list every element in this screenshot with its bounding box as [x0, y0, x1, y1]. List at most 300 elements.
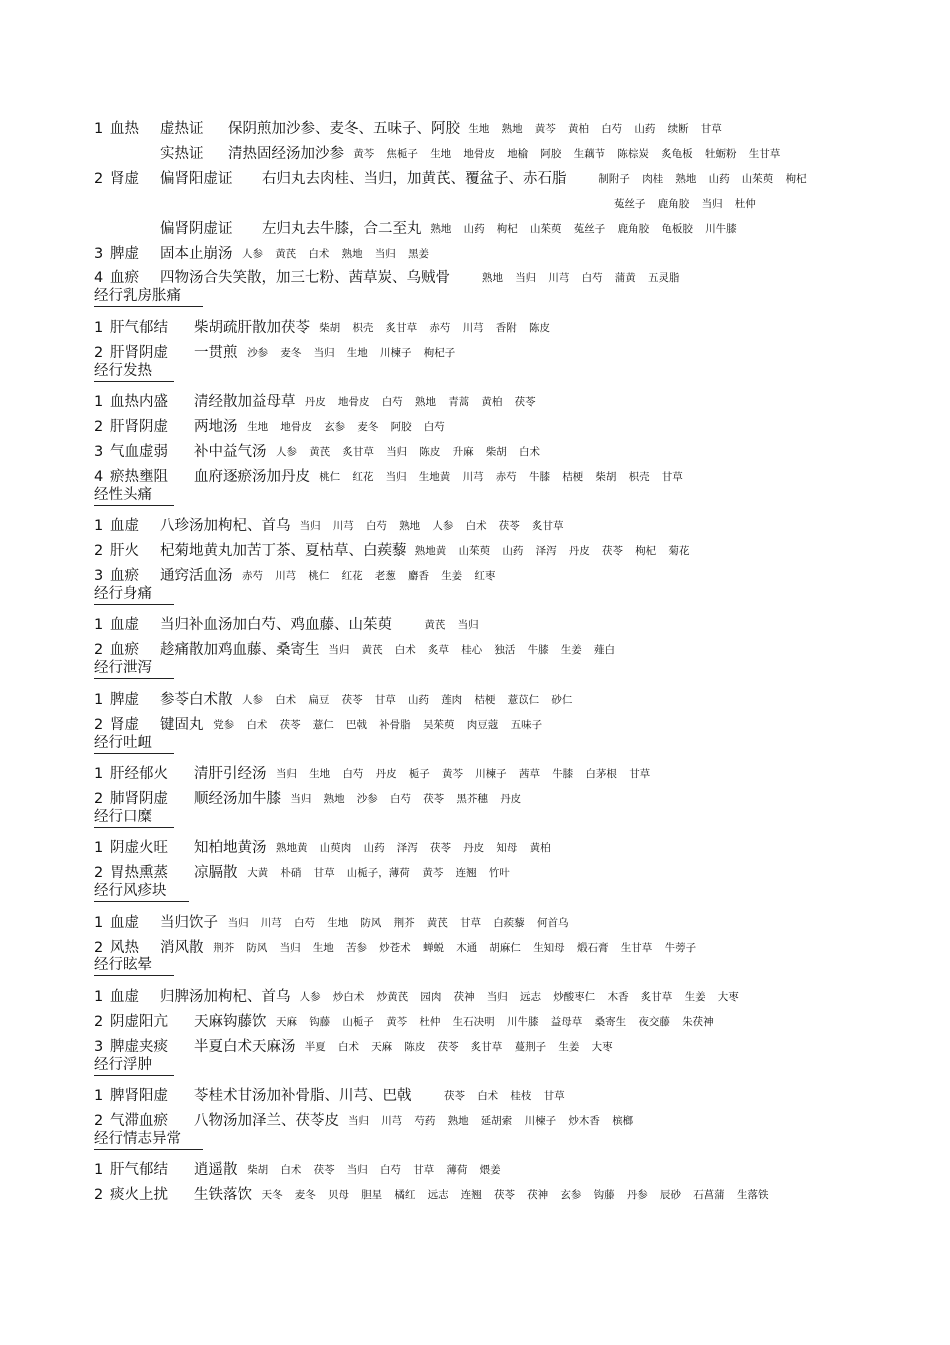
entry-number: 2	[94, 419, 104, 435]
entry-row	[0, 689, 950, 711]
formula-herb: 生地	[327, 916, 349, 929]
formula-herb: 防风	[360, 916, 382, 929]
section-heading: 经行风疹块	[94, 881, 189, 902]
formula-herb: 龟板胶	[661, 222, 693, 235]
formula-herb: 蝉蜕	[423, 941, 444, 954]
syndrome-name: 肝经郁火	[110, 766, 168, 782]
formula-herb: 当归	[290, 792, 312, 805]
entry-row	[0, 441, 950, 463]
entry-number: 1	[94, 394, 104, 411]
formula-herb: 熟地黄	[414, 545, 447, 558]
formula-herb: 远志	[427, 1189, 449, 1202]
syndrome-name: 肾虚	[110, 716, 139, 733]
formula-herb: 黑姜	[408, 247, 429, 260]
entry-number: 2	[94, 170, 104, 187]
formula-herb: 延胡索	[480, 1115, 513, 1127]
entry-number: 3	[94, 568, 104, 584]
formula-herb: 连翘	[455, 867, 477, 880]
formula-herb: 赤芍	[495, 470, 517, 483]
formula-herb: 茯苓	[437, 1040, 459, 1053]
formula-name: 凉膈散	[194, 865, 238, 882]
entry-number: 1	[94, 1162, 104, 1179]
formula-herb: 甘草	[700, 123, 722, 135]
formula-herb: 杜仲	[419, 1015, 441, 1028]
section-heading: 经性头痛	[94, 485, 174, 506]
formula-name: 右归丸去肉桂、当归，加黄芪、覆盆子、赤石脂	[262, 170, 567, 187]
formula-herb: 生地	[468, 123, 490, 135]
entry-number: 3	[94, 1038, 104, 1055]
formula-herb: 生姜	[560, 644, 582, 657]
formula-herb: 柴胡	[485, 445, 507, 458]
formula-herb: 川芎	[332, 520, 354, 533]
formula-herb: 红花	[352, 470, 374, 483]
formula-herb: 陈棕炭	[617, 147, 649, 160]
formula-herb: 地榆	[507, 147, 529, 160]
formula-herb: 炙甘草	[385, 321, 418, 334]
formula-herb: 茯苓	[430, 842, 451, 855]
entry-number: 2	[94, 642, 104, 659]
formula-name: 柴胡疏肝散加茯苓	[194, 319, 310, 336]
entry-number: 1	[94, 617, 104, 634]
formula-herb: 当归	[279, 941, 301, 954]
formula-name: 生铁落饮	[194, 1187, 252, 1204]
formula-herb: 黄芪	[275, 247, 297, 260]
formula-herb: 柴胡	[319, 321, 341, 334]
formula-herb: 当归	[374, 247, 396, 260]
formula-herb: 钩藤	[593, 1189, 615, 1202]
formula-herb: 炙甘草	[470, 1040, 503, 1053]
entry-number: 1	[94, 319, 104, 336]
formula-herb: 黄芩	[442, 768, 463, 780]
formula-herb: 桑寄生	[594, 1015, 627, 1028]
formula-herb: 黄芪	[426, 916, 448, 929]
formula-herb: 麦冬	[280, 346, 302, 359]
formula-name: 一贯煎	[194, 344, 238, 361]
formula-herb: 白术	[275, 693, 297, 706]
entry-number: 1	[94, 691, 104, 708]
formula-herb: 川楝子	[380, 346, 412, 359]
syndrome-name: 风热	[110, 939, 139, 956]
formula-herb: 麦冬	[357, 421, 379, 433]
syndrome-name: 气滞血瘀	[110, 1113, 168, 1129]
formula-herb: 炒木香	[568, 1115, 600, 1127]
syndrome-name: 血热内盛	[110, 394, 168, 411]
formula-herb: 生甘草	[620, 941, 653, 954]
formula-name: 天麻钩藤饮	[194, 1013, 267, 1030]
formula-herb: 黄芩	[534, 123, 556, 135]
formula-name: 消风散	[160, 939, 204, 956]
section-heading: 经行情志异常	[94, 1129, 203, 1150]
formula-herb: 枳壳	[352, 321, 374, 334]
formula-herb: 生知母	[533, 941, 565, 954]
formula-name: 补中益气汤	[194, 443, 267, 460]
formula-herb: 人参	[432, 520, 454, 533]
formula-herb: 白术	[246, 718, 268, 731]
formula-herb: 白术	[280, 1164, 302, 1177]
formula-herb: 白芍	[390, 792, 411, 805]
formula-herb: 炒白术	[332, 990, 365, 1003]
formula-herb: 当归	[486, 990, 508, 1003]
formula-herb: 炙龟板	[661, 147, 693, 160]
formula-herb: 人参	[242, 247, 263, 260]
formula-herb: 麦冬	[294, 1189, 316, 1202]
formula-herb: 沙参	[247, 346, 269, 359]
entry-row	[0, 763, 950, 785]
formula-herb: 阿胶	[540, 147, 562, 160]
formula-herb: 升麻	[452, 445, 474, 458]
formula-herb: 当归	[299, 520, 321, 533]
formula-name: 清肝引经汤	[194, 766, 267, 782]
formula-herb: 茯苓	[341, 693, 363, 706]
formula-herb: 大枣	[717, 990, 739, 1003]
formula-name: 四物汤合失笑散，加三七粉、茜草炭、乌贼骨	[160, 270, 450, 287]
formula-herb: 吴茱萸	[423, 718, 455, 731]
entry-number: 2	[94, 790, 104, 807]
formula-herb: 山药	[463, 222, 485, 235]
formula-herb: 当归	[276, 768, 297, 780]
formula-name: 当归补血汤加白芍、鸡血藤、山茱萸	[160, 617, 392, 634]
entry-row	[0, 143, 950, 165]
formula-herb: 黄芩	[386, 1015, 408, 1028]
formula-herb: 炒酸枣仁	[553, 990, 596, 1003]
formula-herb: 薄荷	[446, 1164, 468, 1177]
formula-herb: 桂心	[461, 644, 483, 657]
formula-herb: 当归	[457, 619, 479, 632]
formula-herb: 熟地	[675, 172, 697, 185]
formula-herb: 白术	[465, 520, 487, 533]
formula-herb: 防风	[246, 941, 268, 954]
formula-herb: 胆星	[361, 1189, 383, 1202]
formula-herb: 黄芩	[353, 147, 375, 160]
syndrome-name: 血热	[110, 121, 139, 137]
section-heading: 经行吐衄	[94, 733, 174, 754]
formula-herb: 枸杞	[635, 545, 657, 558]
formula-herb: 茯苓	[494, 1189, 515, 1202]
formula-name: 八物汤加泽兰、茯苓皮	[194, 1113, 339, 1129]
formula-herb: 牛膝	[552, 768, 574, 780]
syndrome-name: 血虚	[110, 914, 139, 931]
formula-herb: 生地	[247, 421, 269, 433]
entry-row	[0, 416, 950, 438]
formula-herb: 生姜	[684, 990, 706, 1003]
formula-herb: 生姜	[558, 1040, 580, 1053]
entry-row	[0, 317, 950, 339]
formula-herb: 天麻	[371, 1040, 393, 1053]
syndrome-name: 肝气郁结	[110, 319, 168, 336]
formula-herb: 生地	[312, 941, 334, 954]
formula-herb: 川芎	[462, 321, 484, 334]
formula-herb: 芍药	[414, 1115, 436, 1127]
syndrome-name: 瘀热壅阻	[110, 468, 168, 485]
syndrome-name: 脾肾阳虚	[110, 1088, 168, 1105]
formula-name: 杞菊地黄丸加苦丁茶、夏枯草、白蒺藜	[160, 543, 407, 560]
syndrome-name: 胃热熏蒸	[110, 865, 168, 882]
entry-number: 2	[94, 939, 104, 956]
formula-herb: 朴硝	[280, 867, 302, 880]
formula-herb: 石菖蒲	[693, 1189, 725, 1202]
formula-herb: 山茱萸	[458, 545, 491, 558]
formula-herb: 当归	[386, 445, 408, 458]
formula-herb: 香附	[495, 321, 517, 334]
formula-herb: 当归	[346, 1164, 368, 1177]
formula-herb: 鹿角胶	[657, 197, 690, 210]
syndrome-name: 肾虚	[110, 170, 139, 187]
formula-herb: 熟地	[399, 520, 421, 533]
syndrome-name: 肝肾阴虚	[110, 419, 168, 435]
formula-herb: 川楝子	[524, 1115, 557, 1127]
formula-herb: 木通	[456, 941, 478, 954]
formula-herb: 桂枝	[510, 1090, 532, 1103]
formula-name: 苓桂术甘汤加补骨脂、川芎、巴戟	[194, 1088, 412, 1105]
entry-number: 3	[94, 245, 104, 262]
formula-herb: 青蒿	[448, 396, 470, 409]
formula-herb: 炙甘草	[640, 990, 673, 1003]
formula-herb: 茯苓	[602, 545, 623, 558]
entry-number: 1	[94, 121, 104, 137]
formula-herb: 山茱萸	[530, 222, 562, 235]
formula-herb: 薏苡仁	[507, 693, 540, 706]
entry-number: 2	[94, 1113, 104, 1129]
syndrome-name: 阴虚阳亢	[110, 1013, 168, 1030]
formula-herb: 当归	[701, 197, 723, 210]
formula-herb: 当归	[515, 272, 537, 285]
formula-herb: 菊花	[668, 545, 690, 558]
formula-herb: 柴胡	[595, 470, 617, 483]
formula-herb: 生石决明	[452, 1015, 495, 1028]
formula-herb: 茜草	[519, 768, 540, 780]
formula-herb: 山栀子	[342, 1015, 374, 1028]
syndrome-name: 血瘀	[110, 568, 139, 584]
formula-herb: 白术	[519, 445, 540, 458]
formula-herb: 远志	[520, 990, 541, 1003]
formula-herb: 菟丝子	[573, 222, 606, 235]
entry-row-continued	[0, 193, 950, 215]
formula-name: 八珍汤加枸杞、首乌	[160, 518, 291, 535]
formula-herb: 园肉	[420, 990, 442, 1003]
formula-herb: 连翘	[460, 1189, 482, 1202]
formula-herb: 黄芩	[422, 867, 444, 880]
syndrome-name: 痰火上扰	[110, 1187, 168, 1204]
formula-herb: 煅石膏	[577, 941, 609, 954]
formula-herb: 甘草	[629, 768, 651, 780]
formula-herb: 人参	[299, 990, 321, 1003]
formula-herb: 川牛膝	[507, 1015, 539, 1028]
formula-herb: 五味子	[510, 718, 543, 731]
formula-herb: 甘草	[661, 470, 683, 483]
formula-herb: 独活	[494, 644, 516, 657]
formula-herb: 黄柏	[568, 123, 589, 135]
formula-herb: 生甘草	[748, 147, 781, 160]
formula-herb: 陈皮	[404, 1040, 426, 1053]
formula-herb: 川牛膝	[705, 222, 737, 235]
syndrome-name: 阴虚火旺	[110, 840, 168, 857]
entry-number: 1	[94, 914, 104, 931]
formula-herb: 生落铁	[737, 1189, 769, 1202]
formula-herb: 沙参	[356, 792, 378, 805]
formula-herb: 白茅根	[585, 768, 617, 780]
formula-herb: 杜仲	[734, 197, 756, 210]
formula-name: 归脾汤加枸杞、首乌	[160, 988, 291, 1005]
formula-herb: 熟地	[323, 792, 345, 805]
formula-herb: 丹皮	[500, 792, 522, 805]
sub-syndrome: 偏肾阴虚证	[160, 220, 233, 237]
formula-herb: 甘草	[313, 867, 335, 880]
formula-herb: 荆芥	[213, 941, 235, 954]
formula-herb: 熟地	[430, 222, 452, 235]
formula-herb: 茯苓	[514, 396, 536, 409]
formula-herb: 地骨皮	[463, 147, 495, 160]
formula-herb: 薏仁	[312, 718, 334, 731]
formula-herb: 山药	[708, 172, 730, 185]
formula-herb: 白蒺藜	[493, 916, 525, 929]
formula-name: 知柏地黄汤	[194, 840, 267, 857]
entry-number: 2	[94, 344, 104, 361]
formula-herb: 山药	[408, 693, 429, 706]
section-heading: 经行发热	[94, 361, 174, 382]
formula-herb: 阿胶	[390, 421, 412, 433]
formula-herb: 玄参	[560, 1189, 582, 1202]
formula-herb: 甘草	[543, 1090, 565, 1103]
entry-row	[0, 391, 950, 413]
syndrome-name: 血虚	[110, 617, 139, 634]
syndrome-name: 脾虚	[110, 691, 139, 708]
formula-herb: 赤芍	[242, 570, 263, 582]
entry-row	[0, 540, 950, 562]
sub-syndrome: 实热证	[160, 145, 204, 162]
formula-herb: 川芎	[381, 1115, 403, 1127]
formula-herb: 柴胡	[247, 1164, 269, 1177]
formula-herb: 生地黄	[418, 470, 451, 483]
formula-herb: 砂仁	[551, 693, 573, 706]
formula-herb: 炙甘草	[532, 520, 564, 533]
formula-herb: 川楝子	[475, 768, 507, 780]
formula-herb: 麝香	[408, 570, 429, 582]
formula-herb: 炙甘草	[342, 445, 374, 458]
formula-herb: 丹皮	[375, 768, 397, 780]
formula-herb: 当归	[328, 644, 350, 657]
formula-herb: 生藕节	[573, 147, 606, 160]
formula-herb: 桃仁	[319, 470, 341, 483]
formula-herb: 生地	[430, 147, 452, 160]
entry-row	[0, 912, 950, 934]
entry-row	[0, 168, 950, 190]
formula-herb: 桔梗	[474, 693, 496, 706]
formula-herb: 黄柏	[481, 396, 503, 409]
formula-herb: 焦栀子	[386, 147, 418, 160]
formula-herb: 川芎	[462, 470, 484, 483]
formula-herb: 黄芪	[309, 445, 331, 458]
entry-number: 2	[94, 865, 104, 882]
formula-herb: 五灵脂	[648, 272, 680, 285]
formula-herb: 黑芥穗	[456, 792, 488, 805]
formula-herb: 山茱萸	[741, 172, 774, 185]
formula-herb: 陈皮	[529, 321, 550, 334]
formula-herb: 大枣	[591, 1040, 613, 1053]
formula-herb: 白芍	[342, 768, 364, 780]
formula-herb: 补骨脂	[379, 718, 411, 731]
syndrome-name: 脾虚	[110, 245, 139, 262]
formula-herb: 蔓荆子	[514, 1040, 547, 1053]
formula-herb: 人参	[242, 693, 263, 706]
formula-herb: 生地	[346, 346, 368, 359]
entry-row	[0, 1085, 950, 1107]
entry-row	[0, 986, 950, 1008]
formula-herb: 辰砂	[660, 1189, 681, 1202]
formula-herb: 牛膝	[527, 644, 549, 657]
section-heading: 经行口糜	[94, 807, 174, 828]
formula-herb: 当归	[385, 470, 407, 483]
formula-herb: 熟地	[415, 396, 436, 409]
formula-herb: 扁豆	[308, 693, 330, 706]
formula-herb: 菟丝子	[614, 197, 646, 210]
formula-herb: 肉豆蔻	[466, 718, 499, 731]
formula-herb: 熟地	[482, 272, 503, 285]
formula-herb: 茯苓	[279, 718, 301, 731]
formula-herb: 制附子	[598, 172, 630, 185]
formula-herb: 白芍	[366, 520, 387, 533]
formula-herb: 薤白	[594, 644, 615, 657]
formula-herb: 荆芥	[393, 916, 415, 929]
syndrome-name: 脾虚夹痰	[110, 1038, 168, 1055]
formula-herb: 白芍	[423, 421, 445, 433]
formula-herb: 生姜	[441, 570, 463, 582]
formula-herb: 黄柏	[529, 842, 551, 855]
formula-herb: 泽泻	[535, 545, 557, 558]
entry-number: 3	[94, 443, 104, 460]
formula-herb: 山药	[363, 842, 385, 855]
syndrome-name: 血虚	[110, 988, 139, 1005]
entry-row	[0, 837, 950, 859]
formula-herb: 山药	[502, 545, 524, 558]
formula-herb: 竹叶	[488, 867, 510, 880]
formula-herb: 当归	[227, 916, 249, 929]
formula-herb: 栀子	[408, 768, 430, 780]
formula-herb: 桃仁	[308, 570, 330, 582]
formula-herb: 山栀子，薄荷	[346, 867, 410, 880]
formula-herb: 朱茯神	[682, 1015, 714, 1028]
formula-herb: 熟地	[341, 247, 363, 260]
formula-herb: 炒黄芪	[376, 990, 409, 1003]
formula-herb: 丹参	[626, 1189, 648, 1202]
formula-herb: 红枣	[474, 570, 496, 582]
formula-name: 保阴煎加沙参、麦冬、五味子、阿胶	[228, 121, 460, 137]
formula-herb: 炙草	[428, 644, 449, 657]
formula-name: 血府逐瘀汤加丹皮	[194, 468, 310, 485]
section-heading: 经行身痛	[94, 584, 174, 605]
entry-number: 1	[94, 840, 104, 857]
section-heading: 经行浮肿	[94, 1055, 174, 1076]
formula-herb: 益母草	[550, 1015, 583, 1028]
formula-herb: 白芍	[601, 123, 623, 135]
formula-herb: 何首乌	[537, 916, 569, 929]
formula-name: 顺经汤加牛膝	[194, 790, 281, 807]
formula-herb: 枸杞	[785, 172, 807, 185]
formula-herb: 钩藤	[309, 1015, 331, 1028]
formula-herb: 牡蛎粉	[705, 147, 737, 160]
formula-herb: 白芍	[294, 916, 315, 929]
formula-name: 左归丸去牛膝，合二至丸	[262, 220, 422, 237]
formula-herb: 泽泻	[396, 842, 418, 855]
formula-herb: 白术	[338, 1040, 359, 1053]
formula-name: 键固丸	[160, 716, 204, 733]
syndrome-name: 血瘀	[110, 642, 139, 659]
formula-herb: 天冬	[261, 1189, 283, 1202]
formula-herb: 茯苓	[444, 1090, 465, 1103]
formula-name: 固本止崩汤	[160, 245, 233, 262]
syndrome-name: 血虚	[110, 518, 139, 535]
formula-herb: 天麻	[276, 1015, 297, 1028]
formula-herb: 地骨皮	[280, 421, 312, 433]
